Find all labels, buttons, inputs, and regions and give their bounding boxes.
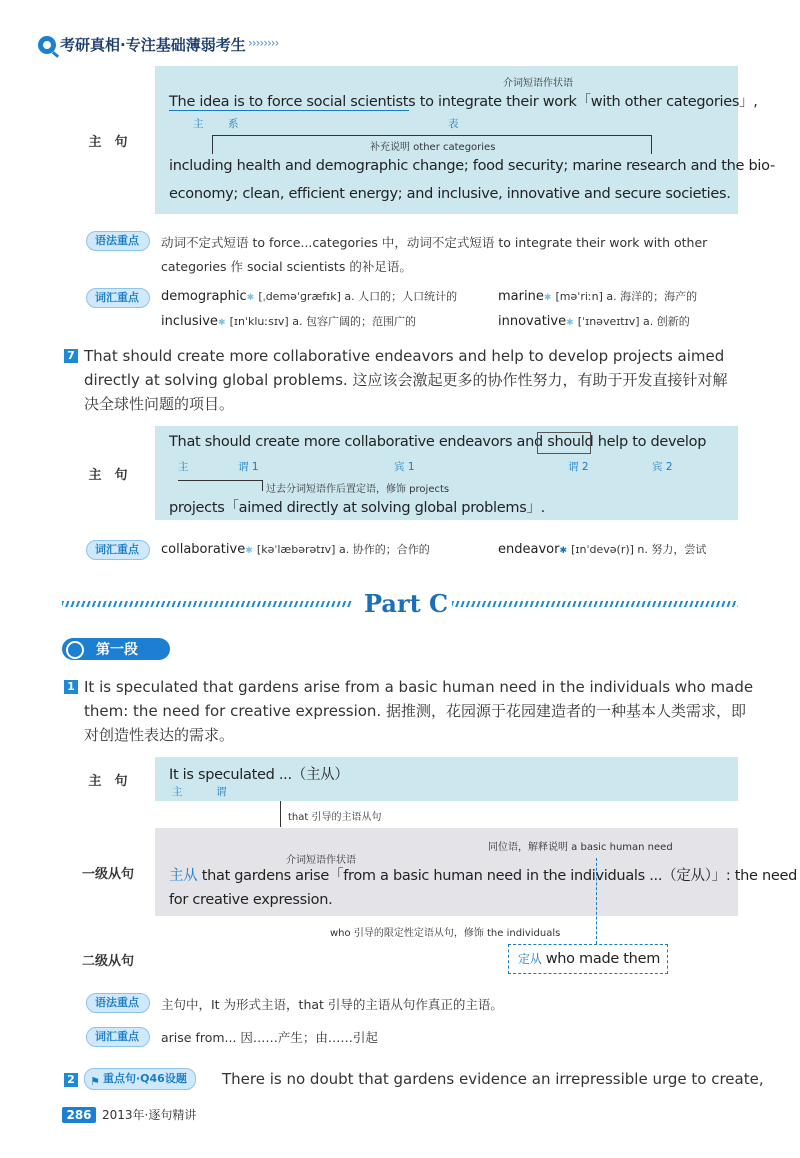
flag-icon: ⚑	[90, 1075, 100, 1088]
table3-main-text: It is speculated ...（主从）	[169, 767, 349, 783]
vocab-badge: 词汇重点	[86, 1027, 150, 1047]
para1-line1: It is speculated that gardens arise from a basic human need in the individuals who made	[84, 678, 754, 696]
table1-ann-pred: 表	[448, 118, 459, 130]
table3-l1-line: 主从 that gardens arise「from a basic human need in the individuals ...（定从）」: the need	[169, 868, 798, 884]
table3-main-ann-v: 谓	[216, 786, 227, 798]
vocab1-w1: demographic✱ [ˌdeməˈɡræfɪk] a. 人口的；人口统计的	[161, 289, 458, 304]
para1-line3: 对创造性表达的需求。	[84, 726, 235, 744]
para2-number: 2	[64, 1073, 78, 1087]
table1-underline	[169, 110, 409, 111]
table3-label-main: 主 句	[88, 773, 128, 789]
para7-line1: That should create more collaborative endeavors and help to develop projects aimed	[84, 347, 725, 365]
table2-line1: That should create more collaborative endeavors and should help to develop	[169, 434, 707, 450]
vocab1-w2: marine✱ [məˈriːn] a. 海洋的；海产的	[498, 289, 698, 304]
table2-ann3: 宾 1	[394, 461, 415, 473]
vocab1-w4: innovative✱ [ˈɪnəveɪtɪv] a. 创新的	[498, 314, 690, 329]
that-arrow	[280, 801, 281, 827]
table3-l1-ann-appos: 同位语，解释说明 a basic human need	[488, 842, 673, 853]
key-sentence-tag	[84, 1068, 196, 1090]
grammar-badge: 语法重点	[86, 993, 150, 1013]
table2-line2: projects「aimed directly at solving global problems」.	[169, 500, 545, 516]
footer-text: 2013年·逐句精讲	[102, 1108, 197, 1122]
note1-text1: 动词不定式短语 to force...categories 中，动词不定式短语 to integrate their work with other	[161, 235, 708, 250]
vocab-badge: 词汇重点	[86, 540, 150, 560]
table2-ann1: 主	[178, 461, 189, 473]
table2-ann5: 宾 2	[652, 461, 673, 473]
table2-should-box	[537, 432, 591, 454]
vocab1-w3: inclusive✱ [ɪnˈkluːsɪv] a. 包容广阔的；范围广的	[161, 314, 416, 329]
table2-label: 主 句	[88, 467, 128, 483]
table1-ann-supp: 补充说明 other categories	[370, 142, 496, 153]
table1-ann-verb: 系	[228, 118, 239, 130]
vocab2-w1: collaborative✱ [kəˈlæbərətɪv] a. 协作的；合作的	[161, 542, 430, 557]
table1-ann-top: 介词短语作状语	[503, 78, 573, 89]
note1-text2: categories 作 social scientists 的补足语。	[161, 259, 412, 274]
table1-line2: including health and demographic change; food security; marine research and the bio-	[169, 158, 775, 174]
who-ann: who 引导的限定性定语从句，修饰 the individuals	[330, 928, 561, 939]
table2-ann2: 谓 1	[238, 461, 259, 473]
table3-label-l1: 一级从句	[81, 866, 134, 882]
table3-l2-line: 定从 who made them	[518, 951, 661, 967]
table1-label: 主 句	[88, 134, 128, 150]
table3-main-ann-s: 主	[172, 786, 183, 798]
page-number: 286	[62, 1107, 96, 1123]
part-c-title: Part C	[364, 589, 449, 618]
note3-text: 主句中，It 为形式主语，that 引导的主语从句作真正的主语。	[161, 997, 503, 1012]
who-arrow	[596, 858, 597, 944]
vocab-badge: 词汇重点	[86, 288, 150, 308]
that-ann: that 引导的主语从句	[288, 812, 382, 823]
table1-line3: economy; clean, efficient energy; and inclusive, innovative and secure societies.	[169, 186, 731, 202]
section-title: 第一段	[96, 642, 138, 658]
para7-number: 7	[64, 349, 78, 363]
divider-right	[452, 601, 738, 607]
para7-line3: 决全球性问题的项目。	[84, 395, 235, 413]
section-search-icon	[66, 641, 84, 659]
table1-ann-subject: 主	[193, 118, 204, 130]
header-arrows: ››››››››	[248, 36, 279, 50]
table2-ann4: 谓 2	[568, 461, 589, 473]
table2-ann-pp: 过去分词短语作后置定语，修饰 projects	[266, 484, 450, 495]
vocab2-w2: endeavor✱ [ɪnˈdevə(r)] n. 努力，尝试	[498, 542, 707, 557]
table1-line1: The idea is to force social scientists to integrate their work「with other categories」,	[169, 94, 758, 110]
para1-line2: them: the need for creative expression. 据推测，花园源于花园建造者的一种基本人类需求，即	[84, 702, 746, 720]
search-logo-icon	[38, 36, 56, 54]
vocab3-text: arise from... 因……产生；由……引起	[161, 1030, 378, 1045]
table3-l1-ann-pp: 介词短语作状语	[286, 855, 356, 866]
table2-bracket	[178, 480, 263, 491]
table3-l1-line2: for creative expression.	[169, 892, 333, 908]
para7-line2: directly at solving global problems. 这应该会激起更多的协作性努力，有助于开发直接针对解	[84, 371, 728, 389]
para1-number: 1	[64, 680, 78, 694]
para2-line1: There is no doubt that gardens evidence an irrepressible urge to create,	[222, 1070, 764, 1088]
grammar-badge: 语法重点	[86, 231, 150, 251]
header-title: 考研真相·专注基础薄弱考生	[60, 36, 246, 54]
key-sentence-tag-label: 重点句·Q46设题	[103, 1072, 187, 1085]
divider-left	[62, 601, 352, 607]
table3-label-l2: 二级从句	[81, 953, 134, 969]
